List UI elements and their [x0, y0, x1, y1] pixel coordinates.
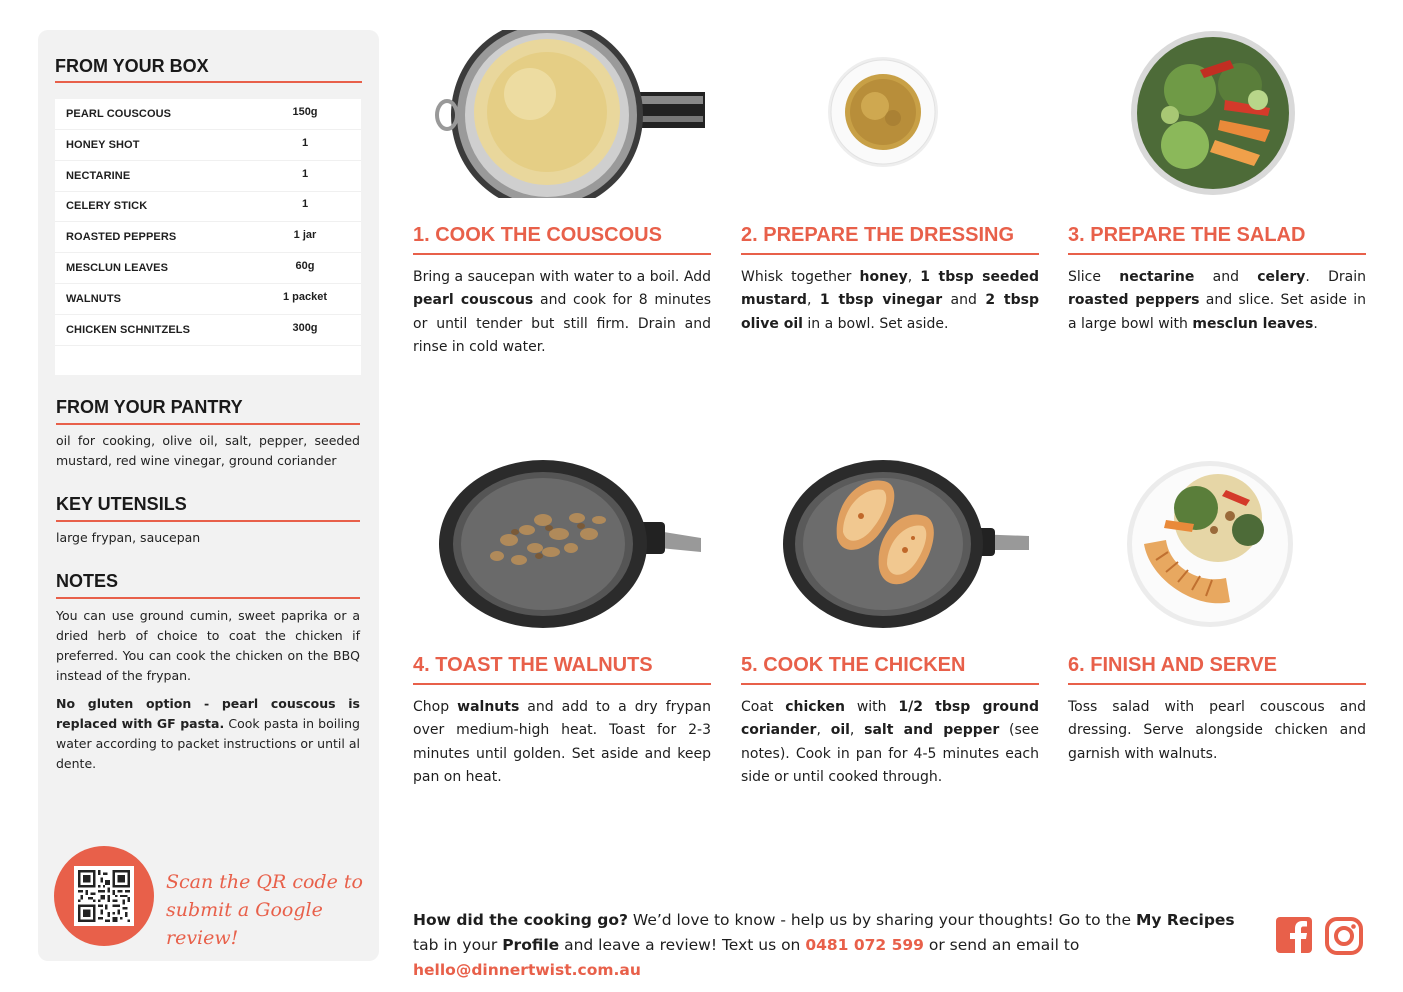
step-6-body	[1068, 696, 1366, 766]
bold-ingredient: honey	[859, 269, 908, 285]
step-6-title: 6. FINISH AND SERVE	[1068, 654, 1277, 676]
bold-ingredient: celery	[1257, 269, 1306, 285]
step-4-body	[413, 696, 711, 790]
bold-ingredient: 2 tbsp olive oil	[741, 292, 1039, 332]
from-your-pantry-heading: FROM YOUR PANTRY	[56, 397, 243, 417]
from-your-box-heading: FROM YOUR BOX	[55, 56, 209, 76]
key-utensils-heading: KEY UTENSILS	[56, 494, 187, 514]
step-text: in a bowl. Set aside.	[802, 315, 949, 332]
bold-ingredient: 1/2 tbsp ground coriander	[741, 699, 1039, 739]
table-row	[55, 284, 361, 315]
step-text: ,	[816, 722, 831, 739]
qr-badge[interactable]	[54, 846, 154, 946]
ingredient-name: HONEY SHOT	[66, 138, 140, 151]
heading-rule	[56, 597, 360, 599]
feedback-text-2: tab in your	[413, 936, 503, 954]
ingredients-table	[55, 99, 361, 375]
ingredient-name: CELERY STICK	[66, 200, 148, 213]
step-2-title: 2. PREPARE THE DRESSING	[741, 224, 1015, 246]
step-text: Slice	[1068, 269, 1120, 285]
table-row	[55, 222, 361, 253]
phone-link[interactable]: 0481 072 599	[805, 936, 924, 954]
step-text: ,	[806, 292, 820, 309]
plated-salad-and-chicken-image	[1126, 460, 1294, 628]
bold-ingredient: 1 tbsp vinegar	[819, 292, 943, 309]
step-5	[741, 460, 1039, 800]
gf-note-text: Cook pasta in boiling water according to packet instructions or until al dente.	[56, 716, 360, 771]
bold-ingredient: 1 tbsp seeded mustard	[741, 269, 1039, 309]
qr-code-icon[interactable]	[74, 866, 134, 926]
table-row	[55, 315, 361, 346]
step-text: and	[942, 292, 986, 309]
table-row	[55, 99, 361, 130]
heading-rule	[55, 81, 362, 83]
qr-caption	[166, 868, 366, 952]
qr-caption-line2: submit a Google review!	[166, 899, 323, 949]
step-text: and slice. Set aside in a large bowl with	[1068, 292, 1366, 332]
bold-ingredient: salt and pepper	[864, 722, 1000, 739]
feedback-question: How did the cooking go?	[413, 911, 628, 929]
ingredient-name: WALNUTS	[66, 292, 122, 305]
step-text: ,	[849, 722, 865, 739]
bold-ingredient: chicken	[785, 699, 845, 715]
bold-ingredient: mesclun leaves	[1192, 315, 1314, 332]
ingredient-qty: 150g	[292, 106, 318, 118]
salad-in-bowl-image	[1130, 30, 1296, 196]
step-text: .	[1313, 315, 1318, 332]
step-text: and	[1194, 269, 1258, 285]
step-text: and add to a dry frypan over medium-high heat. Toast for 2-3 minutes until golden. Set aside and keep pan on heat.	[413, 699, 711, 786]
step-3	[1068, 30, 1366, 370]
profile-label: Profile	[502, 936, 560, 954]
gf-note	[56, 694, 360, 774]
instagram-icon[interactable]	[1325, 917, 1363, 955]
bold-ingredient: nectarine	[1119, 269, 1195, 285]
feedback-text-3: and leave a review! Text us on	[559, 936, 806, 954]
ingredient-name: MESCLUN LEAVES	[66, 262, 169, 274]
table-row	[55, 191, 361, 222]
email-link[interactable]: hello@dinnertwist.com.au	[413, 961, 641, 979]
chicken-in-frypan-image	[783, 460, 1031, 628]
bold-ingredient: pearl couscous	[413, 292, 534, 309]
step-rule	[1068, 683, 1366, 685]
step-rule	[413, 253, 711, 255]
ingredient-qty: 1 jar	[293, 229, 317, 242]
ingredient-name: ROASTED PEPPERS	[66, 231, 177, 244]
step-4-title: 4. TOAST THE WALNUTS	[413, 654, 653, 676]
step-4	[413, 460, 711, 800]
utensils-text: large frypan, saucepan	[56, 530, 201, 545]
couscous-in-strainer-image	[435, 30, 705, 198]
table-row	[55, 130, 361, 161]
step-3-body	[1068, 266, 1366, 336]
feedback-text-1: We’d love to know - help us by sharing your thoughts! Go to the	[627, 911, 1136, 929]
heading-rule	[56, 520, 360, 522]
ingredient-qty: 300g	[292, 321, 318, 334]
ingredient-qty: 1	[301, 167, 309, 180]
step-1-body	[413, 266, 711, 360]
bold-ingredient: roasted peppers	[1068, 292, 1200, 309]
table-row	[55, 253, 361, 284]
ingredient-qty: 60g	[295, 260, 315, 272]
sidebar	[38, 30, 379, 961]
step-text: . Drain	[1305, 269, 1366, 285]
step-5-title: 5. COOK THE CHICKEN	[741, 654, 966, 676]
step-2-body	[741, 266, 1039, 336]
dressing-in-bowl-image	[827, 56, 939, 168]
bold-ingredient: oil	[830, 722, 850, 739]
ingredient-qty: 1	[301, 136, 309, 149]
feedback-footer	[413, 908, 1263, 983]
ingredient-qty: 1 packet	[282, 290, 328, 303]
ingredient-qty: 1	[301, 198, 309, 211]
step-text: ,	[907, 269, 921, 285]
step-rule	[413, 683, 711, 685]
notes-text: You can use ground cumin, sweet paprika or a dried herb of choice to coat the chicken if preferred. You can cook the chicken on the BBQ instead of the frypan.	[56, 608, 360, 683]
step-rule	[1068, 253, 1366, 255]
step-text: Coat	[741, 699, 786, 715]
step-text: with	[845, 699, 899, 715]
my-recipes-label: My Recipes	[1135, 911, 1235, 929]
facebook-icon[interactable]	[1276, 917, 1314, 955]
step-1-title: 1. COOK THE COUSCOUS	[413, 224, 662, 246]
step-text: Toss salad with pearl couscous and dressing. Serve alongside chicken and garnish with walnuts.	[1068, 699, 1366, 762]
bold-ingredient: walnuts	[457, 699, 520, 715]
step-5-body	[741, 696, 1039, 790]
step-text: and cook for 8 minutes or until tender but still firm. Drain and rinse in cold water.	[413, 292, 711, 356]
step-rule	[741, 683, 1039, 685]
ingredient-name: CHICKEN SCHNITZELS	[66, 323, 191, 336]
step-6	[1068, 460, 1366, 800]
pantry-text: oil for cooking, olive oil, salt, pepper, seeded mustard, red wine vinegar, ground coriander	[56, 433, 360, 468]
ingredient-name: PEARL COUSCOUS	[66, 108, 172, 120]
step-text: Chop	[413, 699, 458, 715]
gf-note-bold: No gluten option - pearl couscous is replaced with GF pasta.	[56, 696, 360, 731]
step-text: (see notes). Cook in pan for 4-5 minutes each side or until cooked through.	[741, 722, 1039, 786]
walnuts-in-frypan-image	[439, 460, 703, 628]
notes-heading: NOTES	[56, 571, 119, 591]
feedback-text-4: or send an email to	[923, 936, 1080, 954]
ingredient-name: NECTARINE	[66, 169, 131, 182]
table-row	[55, 161, 361, 192]
heading-rule	[56, 423, 360, 425]
step-1	[413, 30, 711, 370]
step-2	[741, 30, 1039, 370]
step-text: Whisk together	[741, 269, 860, 285]
step-3-title: 3. PREPARE THE SALAD	[1068, 224, 1306, 246]
qr-caption-line1: Scan the QR code to	[166, 871, 363, 893]
step-rule	[741, 253, 1039, 255]
step-text: Bring a saucepan with water to a boil. Add	[413, 269, 711, 285]
